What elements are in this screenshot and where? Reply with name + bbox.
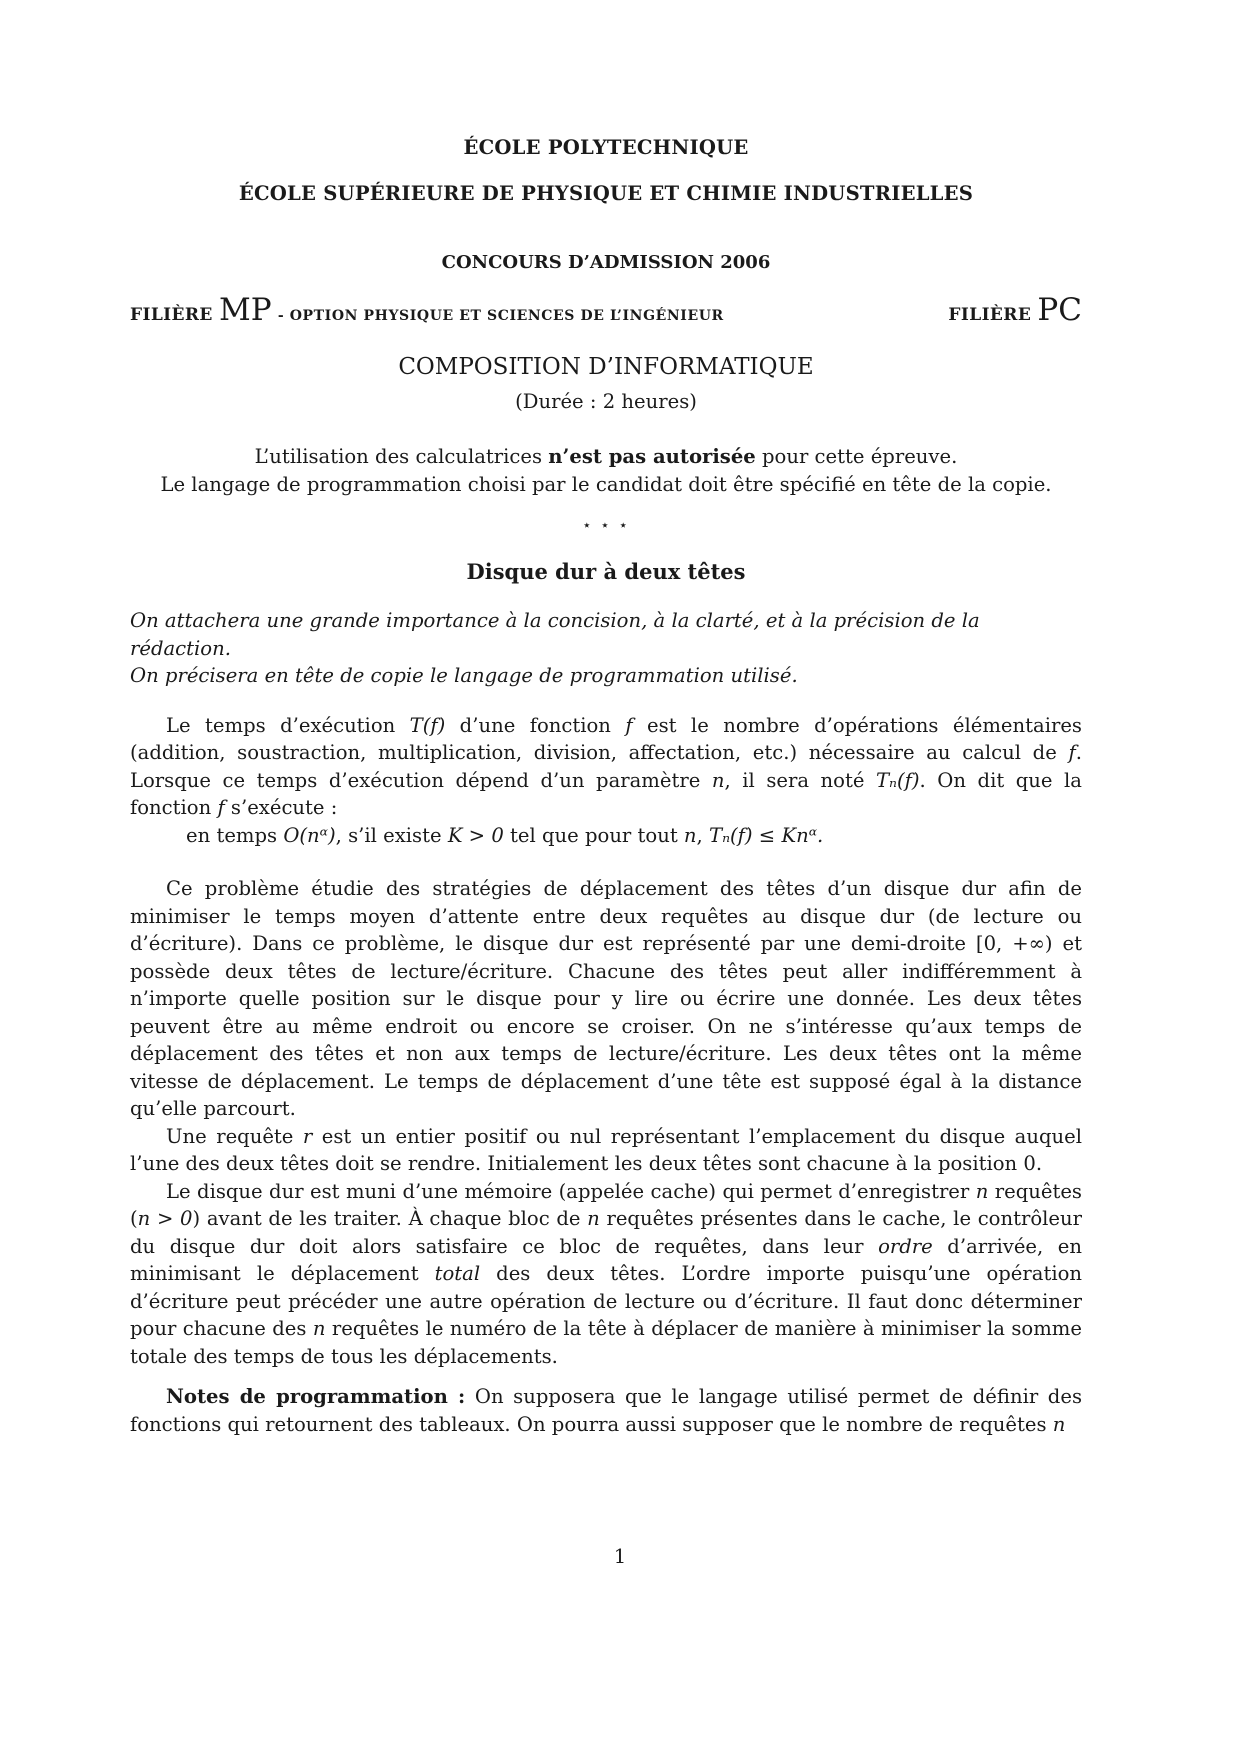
duration: (Durée : 2 heures) [515,389,697,413]
intro-line-2: On précisera en tête de copie le langage de programmation utilisé. [130,664,798,687]
intro-instructions [130,607,1082,690]
filiere-line [130,291,1082,331]
paragraph-complexity-def: Le temps d’exécution T(f) d’une fonction f est le nombre d’opérations élémentaires (addition, soustraction, multiplication, division, affectation, etc.) nécessaire au calcul de f. Lorsque ce temps d’exécution dépend d’un paramètre n, il sera noté Tₙ(f). On dit que la fonction f s’exécute : [130,713,1082,819]
page-number: 1 [613,1545,627,1568]
concours-title: CONCOURS D’ADMISSION 2006 [441,252,771,273]
subject-title: Disque dur à deux têtes [466,558,746,584]
composition-title: COMPOSITION D’INFORMATIQUE [398,354,814,380]
language-note: Le langage de programmation choisi par le candidat doit être spécifié en tête de la copie. [160,472,1052,496]
filiere-pc: FILIÈRE PC [948,291,1082,328]
school-name-2: ÉCOLE SUPÉRIEURE DE PHYSIQUE ET CHIMIE INDUSTRIELLES [238,181,974,205]
calculator-note: L’utilisation des calculatrices n’est pas autorisée pour cette épreuve. [254,445,958,468]
complexity-definition: en temps O(nᵅ), s’il existe K > 0 tel que pour tout n, Tₙ(f) ≤ Knᵅ. [186,823,824,847]
stars-separator: ⋆ ⋆ ⋆ [582,516,630,534]
paragraph-programming-notes: Notes de programmation : On supposera que le langage utilisé permet de définir des fonctions qui retournent des tableaux. On pourra aussi supposer que le nombre de requêtes n [130,1385,1083,1436]
paragraph-problem: Ce problème étudie des stratégies de déplacement des têtes d’un disque dur afin de minimiser le temps moyen d’attente entre deux requêtes au disque dur (de lecture ou d’écriture). Dans ce problème, le disque dur est représenté par une demi-droite [0, +∞) et possède deux têtes de lecture/écriture. Chacune des têtes peut aller indifféremment à n’importe quelle position sur le disque pour y lire ou écrire une donnée. Les deux têtes peuvent être au même endroit ou encore se croiser. On ne s’intéresse qu’aux temps de déplacement des têtes et non aux temps de lecture/écriture. Les deux têtes ont la même vitesse de déplacement. Le temps de déplacement d’une tête est supposé égal à la distance qu’elle parcourt. [130,877,1082,1120]
filiere-mp: FILIÈRE MP - OPTION PHYSIQUE ET SCIENCES DE L’INGÉNIEUR [130,291,724,328]
paragraph-cache: Le disque dur est muni d’une mémoire (appelée cache) qui permet d’enregistrer n requêtes (n > 0) avant de les traiter. À chaque bloc de n requêtes présentes dans le cache, le contrôleur du disque dur doit alors satisfaire ce bloc de requêtes, dans leur ordre d’arrivée, en minimisant le déplacement total des deux têtes. L’ordre importe puisqu’une opération d’écriture peut précéder une autre opération de lecture ou d’écriture. Il faut donc déterminer pour chacune des n requêtes le numéro de la tête à déplacer de manière à minimiser la somme totale des temps de tous les déplacements. [130,1179,1082,1368]
paragraph-request: Une requête r est un entier positif ou nul représentant l’emplacement du disque auquel l’une des deux têtes doit se rendre. Initialement les deux têtes sont chacune à la position 0. [130,1124,1083,1175]
intro-line-1: On attachera une grande importance à la concision, à la clarté, et à la précision de la rédaction. [130,609,980,660]
school-name-1: ÉCOLE POLYTECHNIQUE [463,136,749,159]
